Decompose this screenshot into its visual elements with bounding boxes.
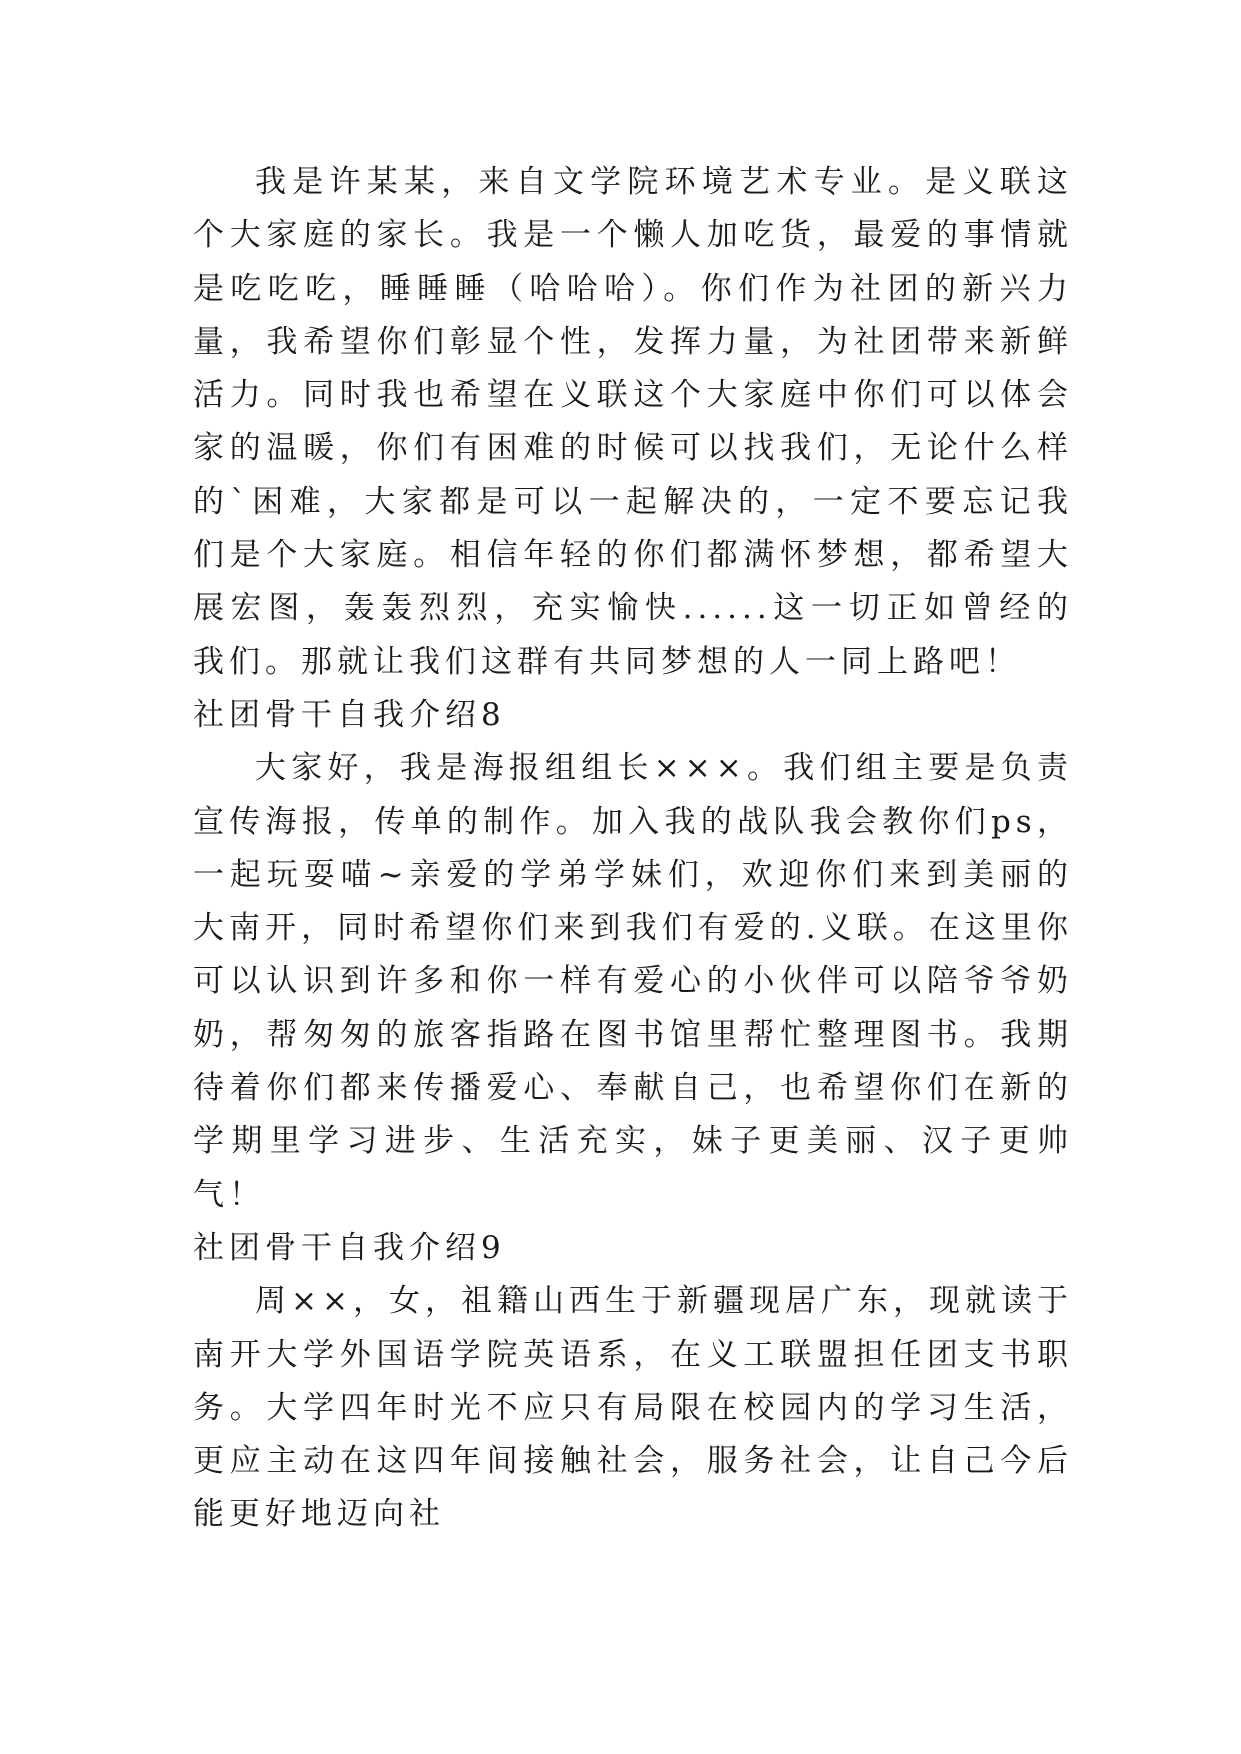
paragraph-intro-7: 我是许某某，来自文学院环境艺术专业。是义联这个大家庭的家长。我是一个懒人加吃货，最爱的事情就是吃吃吃，睡睡睡（哈哈哈）。你们作为社团的新兴力量，我希望你们彰显个性，发挥力量，为社团带来新鲜活力。同时我也希望在义联这个大家庭中你们可以体会家的温暖，你们有困难的时候可以找我们，无论什么样的`困难，大家都是可以一起解决的，一定不要忘记我们是个大家庭。相信年轻的你们都满怀梦想，都希望大展宏图，轰轰烈烈，充实愉快......这一切正如曾经的我们。那就让我们这群有共同梦想的人一同上路吧！ <box>193 164 1073 680</box>
section-heading-8: 社团骨干自我介绍8 <box>193 696 506 733</box>
paragraph-intro-9: 周××，女，祖籍山西生于新疆现居广东，现就读于南开大学外国语学院英语系，在义工联盟担任团支书职务。大学四年时光不应只有局限在校园内的学习生活，更应主动在这四年间接触社会，服务社会，让自己今后能更好地迈向社 <box>193 1283 1073 1533</box>
paragraph-intro-8: 大家好，我是海报组组长×××。我们组主要是负责宣传海报，传单的制作。加入我的战队我会教你们ps，一起玩耍喵~亲爱的学弟学妹们，欢迎你们来到美丽的大南开，同时希望你们来到我们有爱的.义联。在这里你可以认识到许多和你一样有爱心的小伙伴可以陪爷爷奶奶，帮匆匆的旅客指路在图书馆里帮忙整理图书。我期待着你们都来传播爱心、奉献自己，也希望你们在新的学期里学习进步、生活充实，妹子更美丽、汉子更帅气！ <box>193 750 1073 1213</box>
section-heading-9: 社团骨干自我介绍9 <box>193 1229 506 1266</box>
document-body <box>193 156 1073 1542</box>
